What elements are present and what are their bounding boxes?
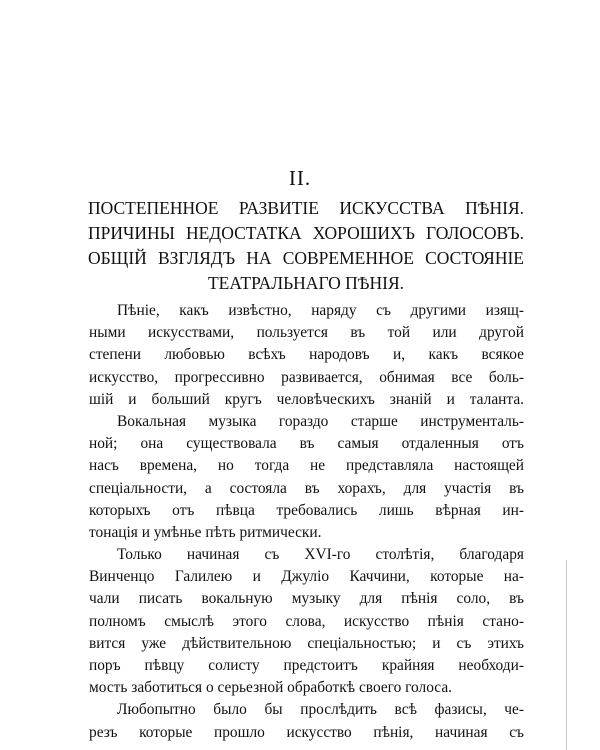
text-line: чали писать вокальную музыку для пѣнія соло, въ: [89, 590, 524, 608]
chapter-title-line: ПРИЧИНЫ НЕДОСТАТКА ХОРОШИХЪ ГОЛОСОВЪ.: [88, 223, 524, 243]
text-line: ными искусствами, пользуется въ той или другой: [89, 324, 524, 342]
text-line: полномъ смыслѣ этого слова, искусство пѣнія стано-: [89, 612, 524, 630]
chapter-number: II.: [288, 166, 312, 190]
text-line: вится уже дѣйствительною спеціальностью; и съ этихъ: [89, 634, 524, 652]
text-line: мость заботиться о серьезной обработкѣ своего голоса.: [89, 679, 453, 697]
body-text: [89, 300, 524, 744]
text-line: спеціальности, а состояла въ хорахъ, для участія въ: [89, 479, 524, 497]
text-line: Любопытно было бы прослѣдить всѣ фазисы, че-: [117, 701, 524, 719]
chapter-title: [88, 196, 524, 296]
text-line: тонація и умѣнье пѣть ритмически.: [89, 523, 322, 541]
text-line: которыхъ отъ пѣвца требовались лишь вѣрная ин-: [89, 501, 524, 519]
text-line: шій и больший кругъ человѣческихъ знаній и таланта.: [89, 390, 524, 408]
chapter-title-line: ОБЩІЙ ВЗГЛЯДЪ НА СОВРЕМЕННОЕ СОСТОЯНІЕ: [88, 248, 524, 268]
text-line: ной; она существовала въ самыя отдаленныя отъ: [89, 435, 524, 453]
text-line: насъ времена, но тогда не представляла настоящей: [89, 457, 524, 475]
text-line: Винченцо Галилею и Джуліо Каччини, которые на-: [89, 568, 524, 586]
text-line: Вокальная музыка гораздо старше инструменталь-: [117, 412, 524, 430]
text-line: искусство, прогрессивно развивается, обнимая все боль-: [89, 368, 524, 386]
text-line: степени любовью всѣхъ народовъ и, какъ всякое: [89, 346, 524, 364]
chapter-title-line: ТЕАТРАЛЬНАГО ПѢНІЯ.: [207, 273, 405, 293]
text-line: Только начиная съ XVI-го столѣтія, благодаря: [117, 546, 524, 564]
page-edge-divider: [566, 560, 567, 750]
chapter-title-line: ПОСТЕПЕННОЕ РАЗВИТІЕ ИСКУССТВА ПѢНІЯ.: [88, 198, 524, 218]
text-line: резъ которые прошло искусство пѣнія, начиная съ: [89, 723, 524, 741]
text-line: Пѣніе, какъ извѣстно, наряду съ другими изящ-: [117, 302, 524, 319]
text-line: поръ пѣвцу солисту предстоитъ крайняя необходи-: [89, 657, 524, 674]
